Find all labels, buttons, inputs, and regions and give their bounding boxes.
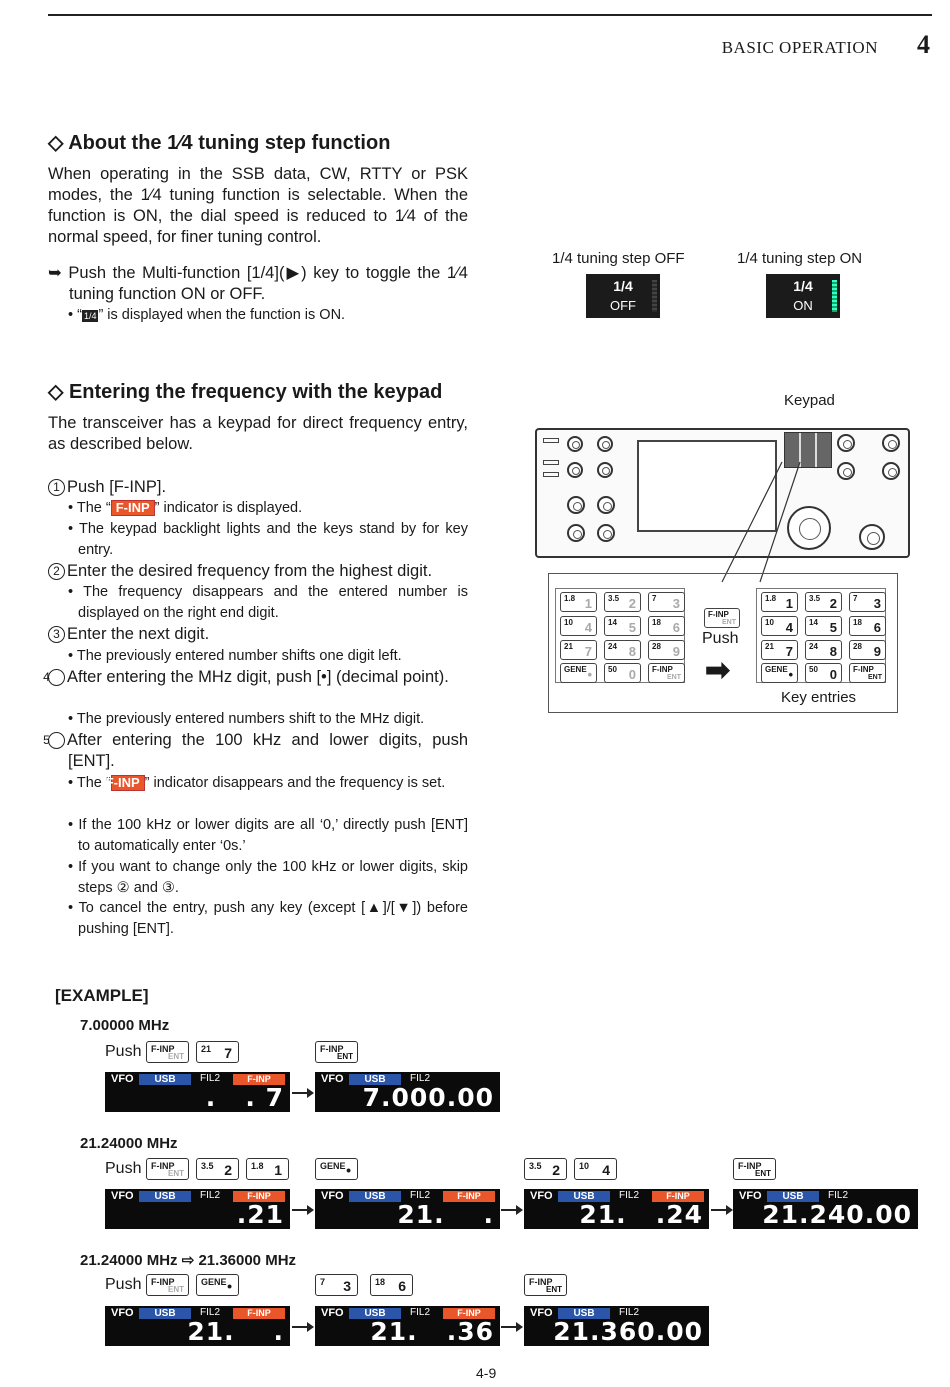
key-2: 3.5 2 <box>196 1158 239 1180</box>
key: 50 0 <box>604 663 641 683</box>
frequency-readout: . . 7 <box>205 1083 284 1112</box>
frequency-readout: 21. .36 <box>370 1317 494 1346</box>
knob <box>882 462 900 480</box>
frequency-readout: 21.240.00 <box>762 1200 912 1229</box>
key: 21 7 <box>761 640 798 660</box>
chapter-title: BASIC OPERATION <box>721 38 878 57</box>
key: F-INP ENT <box>648 663 685 683</box>
key-6: 18 6 <box>370 1274 413 1296</box>
frequency-readout: 7.000.00 <box>362 1083 494 1112</box>
key: 14 5 <box>805 616 842 636</box>
frequency-readout: 21. . <box>187 1317 284 1346</box>
page-number: 4-9 <box>476 1365 497 1381</box>
key: 10 4 <box>761 616 798 636</box>
finp-indicator: F-INP <box>111 775 145 791</box>
example-title: [EXAMPLE] <box>55 986 149 1005</box>
frequency-readout: 21. .24 <box>579 1200 703 1229</box>
key-1: 1.8 1 <box>246 1158 289 1180</box>
key-2: 3.5 2 <box>524 1158 567 1180</box>
key: 10 4 <box>560 616 597 636</box>
diamond-icon: ◇ <box>48 132 64 154</box>
step-2: 2 Enter the desired frequency from the highest digit. <box>48 561 468 582</box>
step-2-note: • The frequency disappears and the entered number is displayed on the right end digit. <box>68 584 468 621</box>
section2-heading: ◇ Entering the frequency with the keypad <box>48 381 443 403</box>
section1-heading: ◇ About the 1⁄4 tuning step function <box>48 132 391 154</box>
quarter-icon: 1/4 <box>83 311 97 321</box>
keypad-panel <box>548 573 898 713</box>
step-5: 5 After entering the 100 kHz and lower digits, push [ENT]. <box>43 731 468 770</box>
step-5-note-b: • If the 100 kHz or lower digits are all ‘0,’ directly push [ENT] to automatically enter ‘0s.’ <box>68 817 468 854</box>
step-3-note: • The previously entered number shifts one digit left. <box>68 648 402 664</box>
key: 14 5 <box>604 616 641 636</box>
right-arrow-icon: ➡ <box>705 654 731 687</box>
frequency-readout: 21.360.00 <box>553 1317 703 1346</box>
key-decimal: GENE • <box>315 1158 358 1180</box>
knob <box>597 462 613 478</box>
vfo-display: VFO USB FIL2 21.360.00 <box>524 1306 709 1346</box>
step-1-note-a: • The “ F-INP ” indicator is displayed. <box>68 500 303 516</box>
knob <box>567 496 585 514</box>
diamond-icon: ◇ <box>48 381 64 403</box>
finp-key: F-INP ENT <box>704 608 740 628</box>
vfo-display: VFO USB FIL2 F-INP .21 <box>105 1189 290 1229</box>
tuning-off-label: 1/4 tuning step OFF <box>552 250 685 267</box>
key: F-INP ENT <box>849 663 886 683</box>
section2-intro: The transceiver has a keypad for direct frequency entry, as described below. <box>48 414 468 453</box>
finp-indicator: F-INP <box>111 500 155 516</box>
frequency-readout: .21 <box>236 1200 284 1229</box>
key: 24 8 <box>805 640 842 660</box>
section1-note: • “ 1/4 ” is displayed when the function is ON. <box>68 307 346 323</box>
arrow-icon <box>501 1326 521 1328</box>
push-label: Push <box>105 1043 142 1060</box>
tuning-off-button: 1/4 OFF <box>586 274 660 318</box>
ent-key: F-INP ENT <box>524 1274 567 1296</box>
step-4: 4 After entering the MHz digit, push [•] (decimal point). <box>43 668 449 686</box>
step-3: 3 Enter the next digit. <box>48 624 468 645</box>
key-entries-label: Key entries <box>781 689 857 706</box>
arrow-bullet-icon: ➥ <box>48 264 69 282</box>
knob <box>567 524 585 542</box>
vfo-display: VFO USB FIL2 F-INP 21. . <box>315 1189 500 1229</box>
knob <box>567 462 583 478</box>
vfo-display: VFO USB FIL2 F-INP 21. . <box>105 1306 290 1346</box>
ent-key: F-INP ENT <box>733 1158 776 1180</box>
chapter-number: 4 <box>917 30 930 59</box>
arrow-icon <box>501 1209 521 1211</box>
step-5-note-a: • The “F-INP ” indicator disappears and the frequency is set. <box>68 775 446 791</box>
knob <box>882 434 900 452</box>
vfo-display: VFO USB FIL2 F-INP 21. .36 <box>315 1306 500 1346</box>
arrow-icon <box>292 1092 312 1094</box>
keypad-before <box>555 588 685 683</box>
step-5-note-c: • If you want to change only the 100 kHz or lower digits, skip steps ② and ③. <box>68 859 468 896</box>
key: 24 8 <box>604 640 641 660</box>
key: 18 6 <box>849 616 886 636</box>
tuning-on-label: 1/4 tuning step ON <box>737 250 863 267</box>
knob <box>859 524 885 550</box>
push-label: Push <box>105 1276 142 1293</box>
key: 28 9 <box>648 640 685 660</box>
key: 28 9 <box>849 640 886 660</box>
frequency-readout: 21. . <box>397 1200 494 1229</box>
key-4: 10 4 <box>574 1158 617 1180</box>
keypad-after <box>756 588 886 683</box>
push-label: Push <box>105 1160 142 1177</box>
key: 1.8 1 <box>560 592 597 612</box>
key-decimal: GENE • <box>196 1274 239 1296</box>
push-label: Push <box>702 630 739 647</box>
key: 3.5 2 <box>604 592 641 612</box>
key: GENE • <box>761 663 798 683</box>
key: 7 3 <box>648 592 685 612</box>
step-5-note-d: • To cancel the entry, push any key (except [▲]/[▼]) before pushing [ENT]. <box>68 900 468 937</box>
example-3-label: 21.24000 MHz ⇨ 21.36000 MHz <box>80 1252 297 1269</box>
key-7: 21 7 <box>196 1041 239 1063</box>
knob <box>837 434 855 452</box>
vfo-display: VFO USB FIL2 F-INP . . 7 <box>105 1072 290 1112</box>
step-1-note-b: • The keypad backlight lights and the keys stand by for key entry. <box>68 521 468 558</box>
section1-intro: When operating in the SSB data, CW, RTTY or PSK modes, the 1⁄4 tuning function is selectable. When the function is ON, the dial speed is reduced to 1⁄4 of the normal speed, for finer tuning control. <box>48 165 468 246</box>
step-4-note: • The previously entered numbers shift to the MHz digit. <box>68 711 425 727</box>
arrow-icon <box>292 1326 312 1328</box>
example-2-label: 21.24000 MHz <box>80 1135 178 1152</box>
callout-lines <box>720 460 810 585</box>
example-1-label: 7.00000 MHz <box>80 1017 170 1034</box>
vfo-display: VFO USB FIL2 7.000.00 <box>315 1072 500 1112</box>
key: 3.5 2 <box>805 592 842 612</box>
key: GENE • <box>560 663 597 683</box>
vfo-display: VFO USB FIL2 F-INP 21. .24 <box>524 1189 709 1229</box>
knob <box>597 496 615 514</box>
tuning-on-button: 1/4 ON <box>766 274 840 318</box>
key: 21 7 <box>560 640 597 660</box>
arrow-icon <box>711 1209 731 1211</box>
knob <box>837 462 855 480</box>
key: 1.8 1 <box>761 592 798 612</box>
finp-key: F-INP ENT <box>146 1274 189 1296</box>
key: 50 0 <box>805 663 842 683</box>
knob <box>597 524 615 542</box>
key-3: 7 3 <box>315 1274 358 1296</box>
key: 18 6 <box>648 616 685 636</box>
vfo-display: VFO USB FIL2 21.240.00 <box>733 1189 918 1229</box>
keypad-label: Keypad <box>784 392 835 409</box>
ent-key: F-INP ENT <box>315 1041 358 1063</box>
step-1: 1 Push [F-INP]. <box>48 477 468 498</box>
arrow-icon <box>292 1209 312 1211</box>
knob <box>597 436 613 452</box>
knob <box>567 436 583 452</box>
finp-key: F-INP ENT <box>146 1158 189 1180</box>
key: 7 3 <box>849 592 886 612</box>
header-rule <box>48 14 932 16</box>
finp-key: F-INP ENT <box>146 1041 189 1063</box>
section1-action: ➥ Push the Multi-function [1/4](▶) key to toggle the 1⁄4 tuning function ON or OFF. <box>48 264 468 303</box>
